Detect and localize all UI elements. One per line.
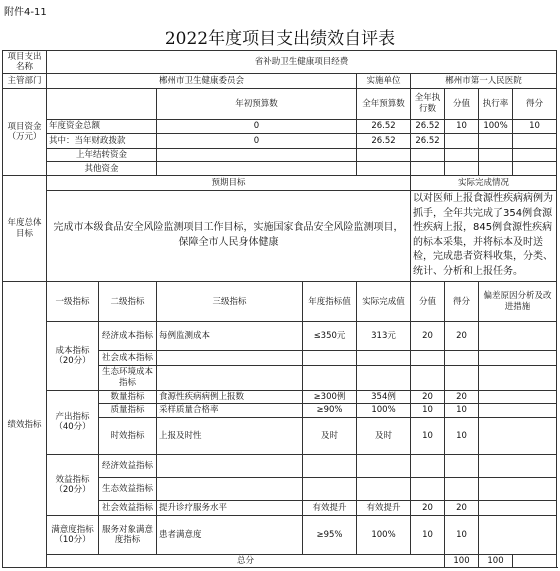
col-ind-points: 得分 (445, 282, 479, 322)
level1-output: 产出指标（40分） (47, 390, 99, 455)
dept-row (3, 73, 557, 88)
level2-cell: 经济成本指标 (99, 321, 157, 350)
funds-row-label: 其他资金 (47, 162, 157, 176)
level2-cell: 生态效益指标 (99, 478, 157, 501)
funds-row-label: 年度资金总额 (47, 119, 157, 134)
target-cell: 有效提升 (303, 501, 357, 516)
funds-row (3, 148, 557, 162)
score-cell: 20 (411, 321, 445, 350)
level3-cell: 食源性疾病病例上报数 (157, 390, 303, 404)
funds-points: 10 (513, 119, 557, 134)
target-cell: ≥90% (303, 404, 357, 418)
level1-satisfaction: 满意度指标（10分） (47, 515, 99, 555)
actual-result-header: 实际完成情况 (411, 176, 557, 191)
funds-section-label: 项目资金（万元） (3, 88, 47, 176)
funds-exec: 26.52 (411, 134, 445, 149)
level1-cost: 成本指标（20分） (47, 321, 99, 390)
points-cell: 10 (445, 417, 479, 455)
goals-header-row (3, 176, 557, 191)
funds-rate: 100% (479, 119, 513, 134)
goals-row (3, 190, 557, 282)
level2-cell: 经济效益指标 (99, 455, 157, 478)
col-ind-score: 分值 (411, 282, 445, 322)
level3-cell: 每例监测成本 (157, 321, 303, 350)
col-exec-rate: 执行率 (479, 88, 513, 119)
level2-cell: 数量指标 (99, 390, 157, 404)
target-cell: 及时 (303, 417, 357, 455)
actual-cell: 100% (357, 515, 411, 555)
total-label: 总分 (47, 555, 445, 568)
level1-benefit: 效益指标（20分） (47, 455, 99, 515)
col-points: 得分 (513, 88, 557, 119)
project-name-row (3, 51, 557, 74)
funds-full: 26.52 (357, 119, 411, 134)
col-score: 分值 (445, 88, 479, 119)
level2-cell: 社会成本指标 (99, 351, 157, 366)
indicator-header-row (3, 282, 557, 322)
funds-row-label: 上年结转资金 (47, 148, 157, 162)
funds-initial: 0 (157, 134, 357, 149)
dept-value: 郴州市卫生健康委员会 (47, 73, 357, 88)
funds-header-row (3, 88, 557, 119)
actual-cell: 有效提升 (357, 501, 411, 516)
points-cell: 20 (445, 501, 479, 516)
level2-cell: 社会效益指标 (99, 501, 157, 516)
level2-cell: 时效指标 (99, 417, 157, 455)
impl-value: 郴州市第一人民医院 (411, 73, 557, 88)
score-cell: 10 (411, 515, 445, 555)
funds-score: 10 (445, 119, 479, 134)
impl-label: 实施单位 (357, 73, 411, 88)
goals-label: 年度总体目标 (3, 176, 47, 282)
indicator-row (3, 455, 557, 478)
actual-cell: 及时 (357, 417, 411, 455)
actual-cell: 354例 (357, 390, 411, 404)
level3-cell: 提升诊疗服务水平 (157, 501, 303, 516)
target-cell: ≥300例 (303, 390, 357, 404)
score-cell: 10 (411, 404, 445, 418)
expected-goal-text: 完成市本级食品安全风险监测项目工作目标，实施国家食品安全风险监测项目，保障全市人民身体健康 (47, 190, 411, 282)
indicator-row (3, 390, 557, 404)
actual-cell: 100% (357, 404, 411, 418)
level3-cell: 患者满意度 (157, 515, 303, 555)
col-initial-budget: 年初预算数 (157, 88, 357, 119)
funds-full: 26.52 (357, 134, 411, 149)
indicator-row (3, 515, 557, 555)
col-execution: 全年执行数 (411, 88, 445, 119)
col-deviation-reason: 偏差原因分析及改进措施 (479, 282, 557, 322)
actual-cell: 313元 (357, 321, 411, 350)
points-cell: 20 (445, 321, 479, 350)
funds-initial: 0 (157, 119, 357, 134)
target-cell: ≤350元 (303, 321, 357, 350)
expected-goal-header: 预期目标 (47, 176, 411, 191)
attachment-label: 附件4-11 (4, 7, 47, 18)
funds-row (3, 134, 557, 149)
funds-exec: 26.52 (411, 119, 445, 134)
level2-cell: 质量指标 (99, 404, 157, 418)
dept-label: 主管部门 (3, 73, 47, 88)
level2-cell: 生态环境成本指标 (99, 365, 157, 390)
score-cell: 20 (411, 390, 445, 404)
funds-row (3, 162, 557, 176)
total-points: 100 (479, 555, 513, 568)
score-cell: 20 (411, 501, 445, 516)
total-row (3, 555, 557, 568)
level2-cell: 服务对象满意度指标 (99, 515, 157, 555)
actual-result-text: 以对医师上报食源性疾病病例为抓手，全年共完成了354例食源性疾病上报，845例食源性疾病的标本采集，并将标本及时送检，完成患者资料收集，分类、统计、分析和上报任务。 (411, 190, 557, 282)
page-title: 2022年度项目支出绩效自评表 (164, 29, 396, 49)
col-actual: 实际完成值 (357, 282, 411, 322)
points-cell: 10 (445, 515, 479, 555)
level3-cell: 上报及时性 (157, 417, 303, 455)
self-evaluation-table (2, 50, 557, 568)
score-cell: 10 (411, 417, 445, 455)
col-level1: 一级指标 (47, 282, 99, 322)
col-level3: 三级指标 (157, 282, 303, 322)
indicators-section-label: 绩效指标 (3, 282, 47, 568)
project-name-label: 项目支出名称 (3, 51, 47, 74)
level3-cell: 采样质量合格率 (157, 404, 303, 418)
col-full-budget: 全年预算数 (357, 88, 411, 119)
target-cell: ≥95% (303, 515, 357, 555)
points-cell: 20 (445, 390, 479, 404)
points-cell: 10 (445, 404, 479, 418)
indicator-row (3, 321, 557, 350)
total-score: 100 (445, 555, 479, 568)
project-name-value: 省补助卫生健康项目经费 (47, 51, 557, 74)
col-target: 年度指标值 (303, 282, 357, 322)
funds-row-label: 其中：当年财政拨款 (47, 134, 157, 149)
funds-row (3, 119, 557, 134)
col-level2: 二级指标 (99, 282, 157, 322)
